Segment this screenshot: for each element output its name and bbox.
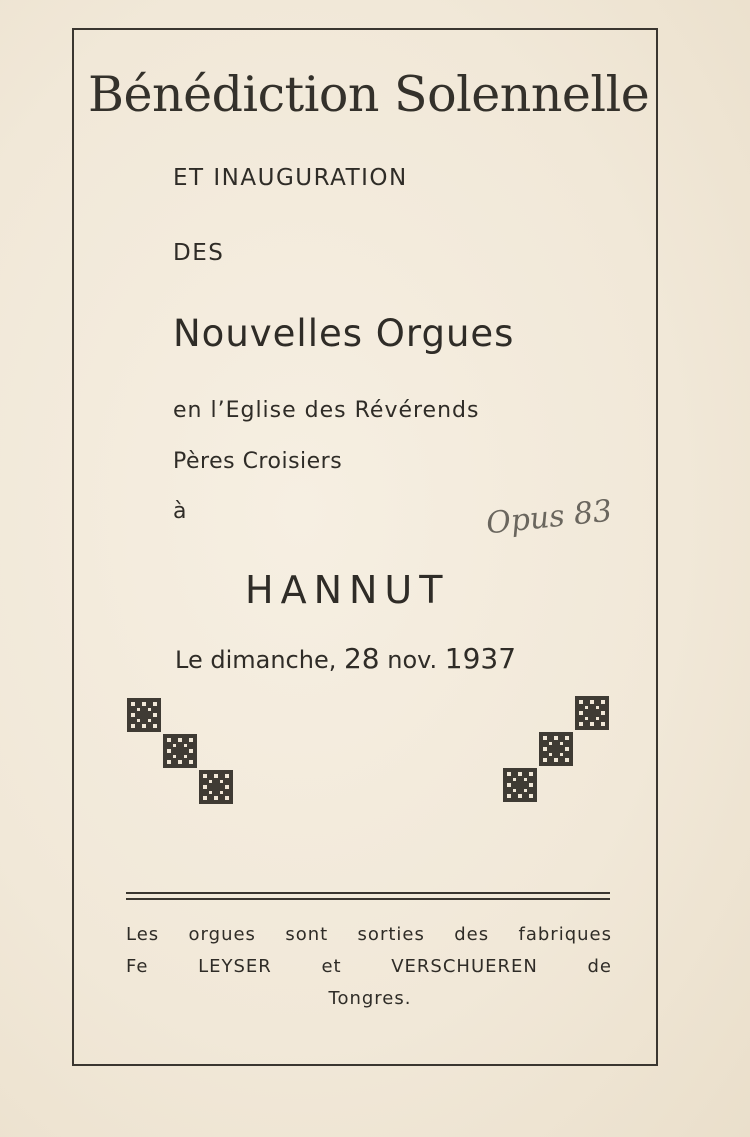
ornament-square-left-2 [163,734,197,768]
footer-word: orgues [188,924,256,945]
date-day: 28 [343,642,380,675]
subtitle-des: DES [173,240,225,266]
footer-word: de [587,956,612,977]
footer-word: Fe [126,956,149,977]
footer-word: fabriques [518,924,612,945]
date-prefix: Le dimanche, [175,646,337,674]
city-name: HANNUT [245,568,450,612]
ornament-square-right-2 [539,732,573,766]
footer-word: sorties [357,924,425,945]
divider-rule [126,898,610,900]
ornament-square-right-1 [575,696,609,730]
text-peres-croisiers: Pères Croisiers [173,449,343,474]
handwritten-opus-note: Opus 83 [484,493,614,542]
footer-line-1 [126,924,612,945]
text-eglise: en l’Eglise des Révérends [173,398,480,423]
footer-word: sont [285,924,329,945]
date-year: 1937 [444,642,517,675]
ornament-square-left-3 [199,770,233,804]
footer-line-3: Tongres. [328,988,412,1009]
subtitle-inauguration: ET INAUGURATION [173,165,408,191]
ornament-square-right-3 [503,768,537,802]
text-a: à [173,499,187,524]
footer-word: LEYSER [198,956,272,977]
date-month: nov. [387,646,438,674]
footer-word: VERSCHUEREN [391,956,538,977]
footer-word: et [321,956,342,977]
page-title: Bénédiction Solennelle [88,66,650,123]
footer-line-2 [126,956,612,977]
ornament-square-left-1 [127,698,161,732]
divider-rule [126,892,610,894]
heading-nouvelles-orgues: Nouvelles Orgues [173,312,515,355]
event-date [175,642,516,675]
footer-word: des [454,924,490,945]
footer-word: Les [126,924,160,945]
